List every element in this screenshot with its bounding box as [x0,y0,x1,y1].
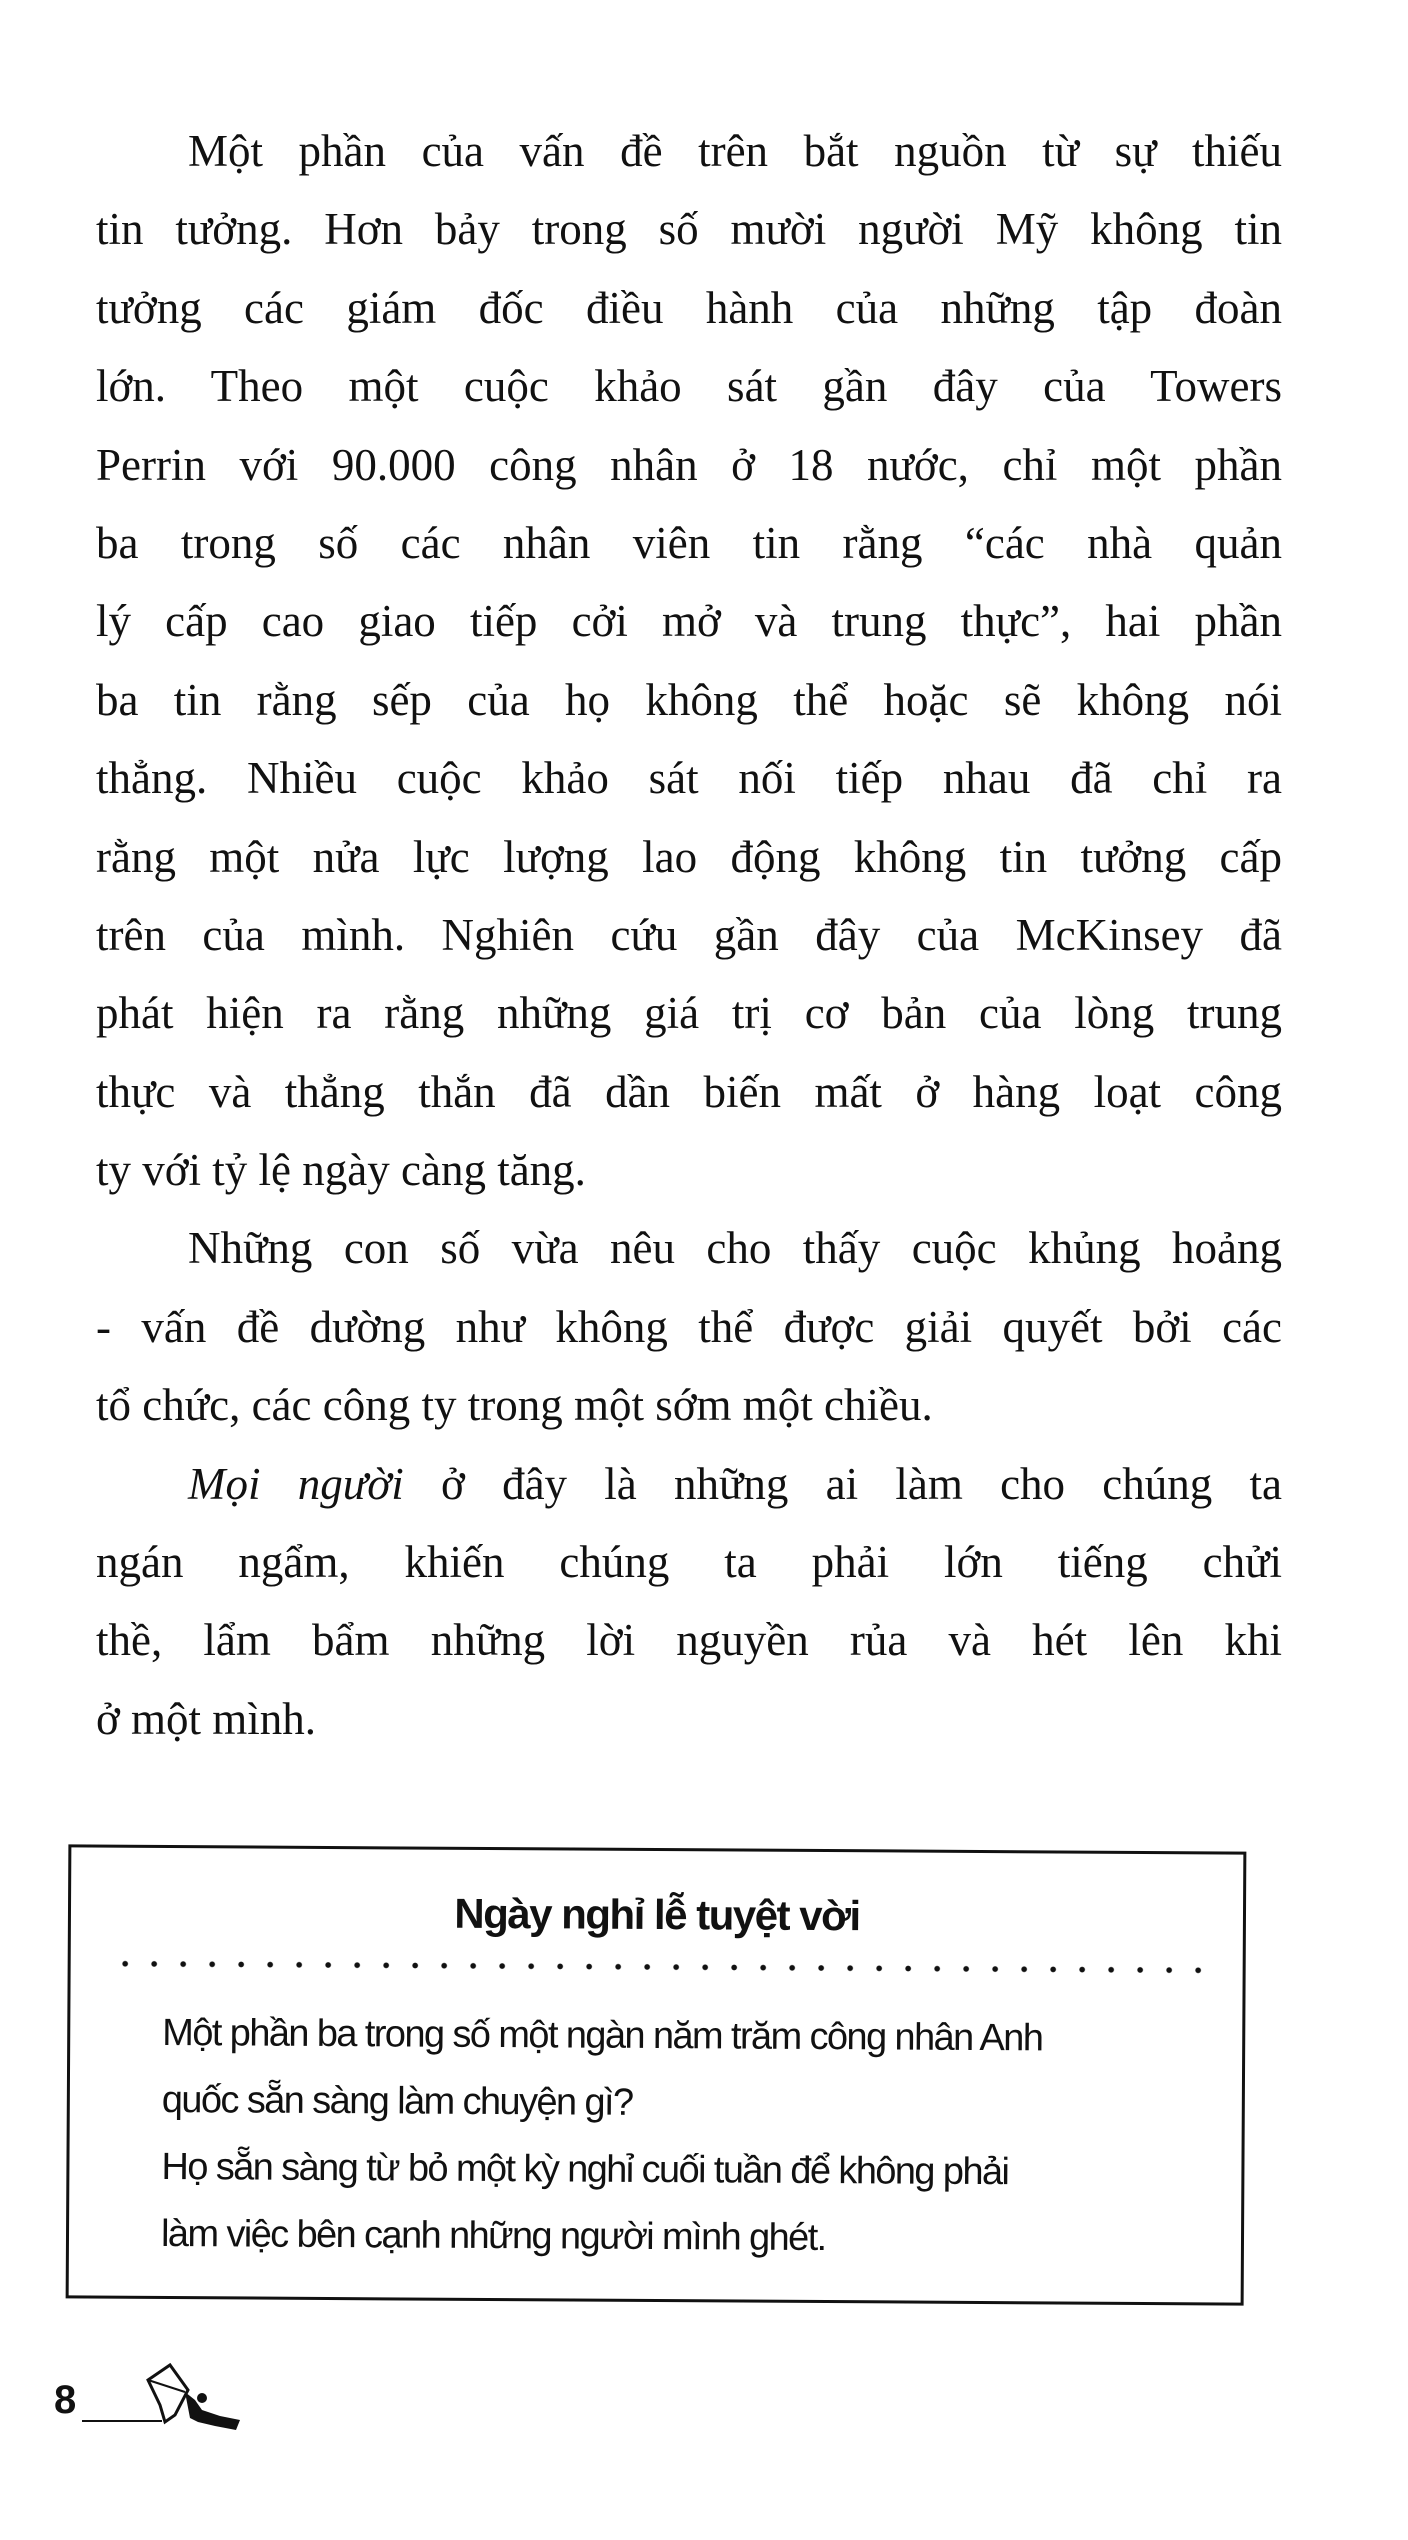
body-text [96,112,1282,1758]
box-title: Ngày nghỉ lễ tuyệt vời [454,1889,860,1940]
text-line: thẳng. Nhiều cuộc khảo sát nối tiếp nhau đã chỉ ra [96,753,1282,804]
box-line: làm việc bên cạnh những người mình ghét. [160,2212,826,2260]
text-line: Những con số vừa nêu cho thấy cuộc khủng hoảng [188,1223,1282,1274]
text-segment: ở đây là những ai làm cho chúng ta [403,1458,1282,1509]
box-body [161,2000,1173,2274]
text-line: Một phần của vấn đề trên bắt nguồn từ sự thiếu [188,126,1282,176]
paragraph-3 [96,1445,1282,1759]
page-number: 8 [54,2378,77,2422]
text-line: thề, lẩm bẩm những lời nguyền rủa và hét lên khi [96,1615,1282,1666]
box-line: Họ sẵn sàng từ bỏ một kỳ nghỉ cuối tuần để không phải [161,2145,1009,2194]
text-line: lớn. Theo một cuộc khảo sát gần đây của Towers [96,361,1282,412]
text-line: trên của mình. Nghiên cứu gần đây của McKinsey đã [96,909,1282,960]
sidebar-box [66,1844,1247,2305]
box-line: quốc sẵn sàng làm chuyện gì? [161,2078,633,2124]
text-line: lý cấp cao giao tiếp cởi mở và trung thực”, hai phần [96,596,1282,647]
paragraph-1 [96,112,1282,1209]
text-line: - vấn đề dường như không thể được giải quyết bởi các [96,1301,1282,1352]
dotted-divider [111,1960,1203,1975]
text-line: phát hiện ra rằng những giá trị cơ bản của lòng trung [96,988,1282,1039]
text-line: rằng một nửa lực lượng lao động không tin tưởng cấp [96,831,1282,882]
text-line [96,1445,1282,1523]
paragraph-2 [96,1209,1282,1444]
text-line: tổ chức, các công ty trong một sớm một chiều. [96,1380,933,1431]
italic-lead: Mọi người [188,1458,404,1509]
kite-figure-icon [140,2360,250,2440]
text-line: ba tin rằng sếp của họ không thể hoặc sẽ không nói [96,674,1282,725]
text-line: Perrin với 90.000 công nhân ở 18 nước, chỉ một phần [96,439,1282,490]
text-line: ở một mình. [96,1693,317,1744]
text-line: ty với tỷ lệ ngày càng tăng. [96,1145,586,1196]
box-line: Một phần ba trong số một ngàn năm trăm công nhân Anh [162,2011,1043,2060]
text-line: tưởng các giám đốc điều hành của những tập đoàn [96,282,1282,333]
text-line: ba trong số các nhân viên tin rằng “các nhà quản [96,517,1282,568]
text-line: ngán ngẩm, khiến chúng ta phải lớn tiếng chửi [96,1537,1282,1588]
text-line: tin tưởng. Hơn bảy trong số mười người Mỹ không tin [96,204,1282,255]
text-line: thực và thẳng thắn đã dần biến mất ở hàng loạt công [96,1066,1282,1117]
